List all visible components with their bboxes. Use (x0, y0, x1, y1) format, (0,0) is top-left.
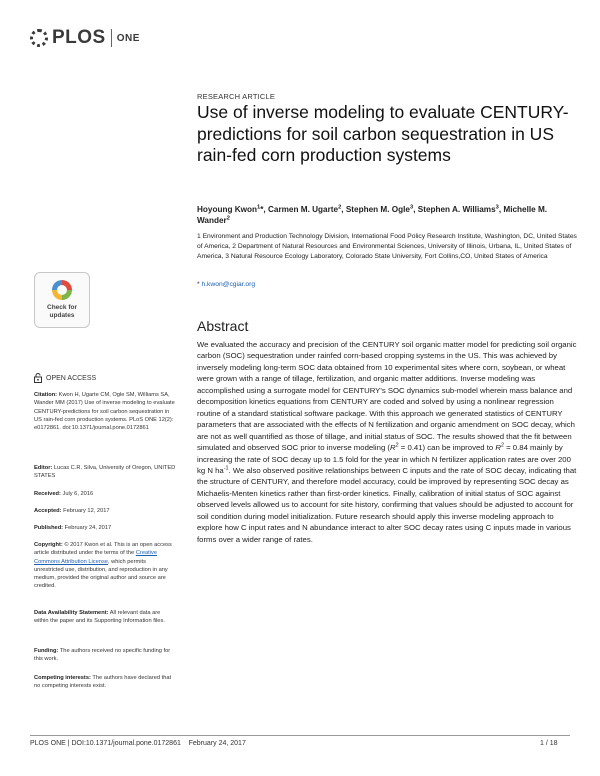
received-label: Received: (34, 491, 61, 497)
accepted-date: February 12, 2017 (63, 508, 110, 514)
author-affil-sup: 3 (409, 204, 414, 211)
r-symbol: R (495, 443, 501, 453)
copyright-text: © 2017 Kwon et al. This is an open access article distributed under the terms of the (34, 542, 172, 557)
accepted-block (34, 507, 176, 515)
citation-block (34, 391, 176, 432)
editor-text: Lucas C.R. Silva, University of Oregon, UNITED STATES (34, 465, 176, 480)
r-squared-sup: 2 (500, 442, 504, 449)
corresponding-email[interactable]: h.kwon@cgiar.org (201, 281, 256, 288)
funding-text: The authors received no specific funding for this work. (34, 648, 171, 663)
competing-interests-label: Competing interests: (34, 675, 91, 681)
funding-block (34, 647, 176, 664)
editor-label: Editor: (34, 465, 53, 471)
r-symbol: R (389, 443, 396, 453)
footer-citation: PLOS ONE | DOI:10.1371/journal.pone.0172861 February 24, 2017 (30, 740, 246, 747)
affiliations: 1 Environment and Production Technology Division, International Food Policy Research Institute, Washington, DC, United States of America, 2 Department of Natural Resources and Environmental Sciences, University of Illinois, Urbana, IL, United States of America, 3 Natural Resource Ecology Laboratory, Colorado State University, Fort Collins,CO, United States of America (197, 233, 577, 260)
copyright-label: Copyright: (34, 542, 63, 548)
plos-logo (30, 26, 140, 50)
author-affil-sup: 3 (495, 204, 499, 211)
logo-divider (111, 29, 112, 47)
corresponding-mark: * (260, 205, 264, 214)
abstract-heading: Abstract (197, 318, 249, 334)
exponent-sup: -1 (223, 465, 229, 472)
open-access (34, 373, 96, 383)
received-date: July 6, 2016 (62, 491, 94, 497)
open-lock-icon (34, 373, 42, 383)
article-title: Use of inverse modeling to evaluate CENTURY-predictions for soil carbon sequestration in US rain-fed corn production systems (197, 102, 569, 165)
author-list: Hoyoung Kwon$^1$*, Carmen M. Ugarte$^2$, Stephen M. Ogle$^3$, Stephen A. Williams$^3$, Michelle M. Wander$^2$ (197, 204, 548, 225)
footer-divider (30, 735, 570, 736)
author-name: Carmen M. Ugarte (267, 205, 339, 214)
accepted-label: Accepted: (34, 508, 62, 514)
corresponding-email-line (197, 281, 255, 288)
data-availability-label: Data Availability Statement: (34, 610, 109, 616)
published-block (34, 524, 176, 532)
check-for-updates-badge[interactable] (34, 272, 90, 328)
plos-logo-icon (30, 29, 48, 47)
copyright-block (34, 541, 176, 591)
author-affil-sup: 2 (338, 204, 342, 211)
received-block (34, 490, 176, 498)
r-squared-sup: 2 (395, 442, 399, 449)
editor-block (34, 464, 176, 481)
logo-text: PLOS (52, 27, 106, 48)
author-affil-sup: 1 (257, 204, 261, 211)
citation-text: Kwon H, Ugarte CM, Ogle SM, Williams SA, Wander MM (2017) Use of inverse modeling to evaluate CENTURY-predictions for soil carbon sequestration in US rain-fed corn production systems. PLoS ONE 12(2): e0172861. doi:10.1371/journal.pone.0172861 (34, 392, 175, 432)
author-name: Michelle M. Wander (197, 205, 548, 225)
page-number: 1 / 18 (540, 740, 558, 747)
abstract-text: = 0.41) can be improved to (400, 443, 496, 453)
abstract-text: . We also observed positive relationships between C inputs and the rate of SOC decay, indicating that the structure of CENTURY, and therefore model accuracy, could be improved by representing SOC decay as Michaelis-Menten kinetics rather than first-order kinetics. Finally, calibration of initial status of SOC against observed levels allowed us to account for site history, confirming that values should be adjusted to account for soil condition during model initialization. Future research should apply this inverse modeling approach to explore how C input rates and N abundance interact to alter SOC decay rates using C inputs made in various forms over a wider range of rates. (197, 465, 577, 544)
open-access-label: OPEN ACCESS (46, 374, 97, 382)
data-availability-text: All relevant data are within the paper and its Supporting Information files. (34, 610, 165, 625)
citation-label: Citation: (34, 392, 58, 398)
author-affil-sup: 2 (226, 215, 230, 222)
author-name: Stephen A. Williams (417, 205, 496, 214)
abstract-body (197, 339, 577, 545)
published-label: Published: (34, 525, 64, 531)
abstract-text: We evaluated the accuracy and precision of the CENTURY soil organic matter model for predicting soil organic carbon (SOC) sequestration under rainfed corn-based cropping systems in the US. This was achieved by inversely modeling long-term SOC data obtained from 10 experimental sites where corn, soybean, or wheat were grown with a range of tillage, fertilization, and organic matter additions. Inverse modeling was accomplished using a surrogate model for CENTURY's SOC dynamics sub-model wherein mass balance and decomposition kinetics equations from CENTURY are coded and solved by using a nonlinear regression routine of a standard statistical software package. With this approach we generated statistics of CENTURY parameters that are associated with the effects of N fertilization and organic amendment on SOC decay, which are not as well quantified as those of tillage, and initial status of SOC. The results showed that the fit between simulated and observed SOC prior to inverse modeling ( (197, 340, 577, 453)
funding-label: Funding: (34, 648, 59, 654)
corresponding-mark: * (197, 281, 200, 288)
check-updates-icon (47, 278, 77, 302)
journal-name: ONE (116, 32, 140, 44)
author-name: Hoyoung Kwon (197, 205, 258, 214)
author-name: Stephen M. Ogle (345, 205, 410, 214)
article-type-label: RESEARCH ARTICLE (197, 92, 276, 101)
competing-interests-text: The authors have declared that no competing interests exist. (34, 675, 172, 690)
copyright-text: , which permits unrestricted use, distribution, and reproduction in any medium, provided the original author and source are credited. (34, 558, 168, 590)
license-link[interactable]: Creative Commons Attribution License (34, 550, 157, 565)
badge-label: Check for updates (47, 304, 77, 319)
abstract-text: = 0.84 mainly by increasing the rate of SOC decay up to 1.5 fold for the year in which N fertilizer application rates are over 200 kg N ha (197, 443, 571, 475)
published-date: February 24, 2017 (64, 525, 112, 531)
competing-interests-block (34, 674, 176, 691)
data-availability-block (34, 609, 176, 626)
